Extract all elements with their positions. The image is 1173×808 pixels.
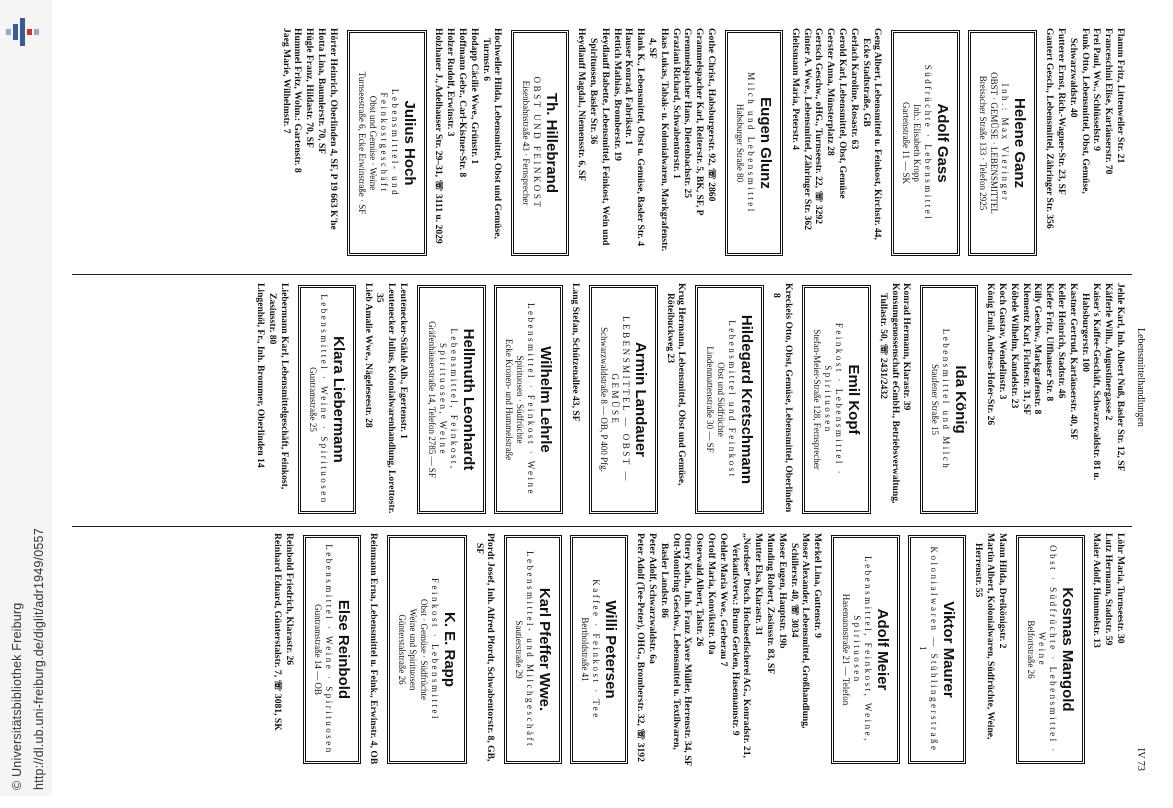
advertisement-line: LEBENSMITTEL — OBST — GEMÜSE xyxy=(609,316,631,483)
advertisement-line: Feinkost · Lebensmittel xyxy=(429,578,440,721)
directory-entry: Reinbold Friedrich, Klarastr. 26 xyxy=(284,533,296,666)
directory-entry: Hörter Heinrich, Oberlinden 4, SF, P 19 663 K'he xyxy=(327,28,339,230)
source-url[interactable]: http://dl.ub.uni-freiburg.de/diglit/adr1949/0557 xyxy=(32,528,46,790)
directory-entry: Ott-Montiring Geschw., Lebensmittel u. Textilwaren, Basler Landstr. 86 xyxy=(658,533,682,750)
directory-entry: Gothe Christ., Habsburgerstr. 92, ☏ 2860 xyxy=(706,28,718,202)
advertisement-box xyxy=(891,30,960,256)
column-rule xyxy=(72,274,1132,275)
advertisement-line: Ecke Kronen- und Hummelstraße xyxy=(504,338,515,461)
directory-entry: Franceschini Elise, Kartäuserstr. 70 xyxy=(1103,28,1115,175)
directory-entry: Keller Heinrich, Stadtstr. 46 xyxy=(1056,283,1068,399)
advertiser-name: Hildegard Kretschmann xyxy=(738,314,756,485)
directory-entry: Heydlauff Magdal., Niemensstr. 6, SF xyxy=(576,28,588,182)
advertisement-line: Obst · Gemüse · Südfrüchte xyxy=(418,599,429,700)
directory-entry: Graziani Richard, Schwabentorstr. 1 xyxy=(670,28,682,179)
advertiser-name: Adolf Gass xyxy=(934,103,952,183)
advertisement-box xyxy=(920,285,978,514)
directory-entry: Munding Robert, Zasiusstr. 83, SF xyxy=(765,533,777,675)
advertisement-line: Hasemannstraße 21 — Telefon xyxy=(841,593,852,706)
advertisement-line: Lebensmittel und Feinkost xyxy=(727,320,738,479)
advertisement-box xyxy=(589,285,658,514)
advertiser-name: Klara Liebermann xyxy=(329,336,347,463)
directory-entry: Peter Adolf, Schwarzwaldstr. 6a xyxy=(647,533,659,664)
advertisement-line: Bertholdstraße 41 xyxy=(580,617,591,682)
advertisement-box xyxy=(802,285,871,514)
directory-entry: Maier Adolf, Hummelstr. 13 xyxy=(1091,533,1103,648)
directory-entry: Hochweller Hilda, Lebensmittel, Obst und Gemüse, Turmstr. 6 xyxy=(480,28,504,239)
advertisement-box xyxy=(417,285,486,514)
advertisement-box xyxy=(347,30,427,256)
advertiser-name: Th. Hillebrand xyxy=(543,92,561,193)
directory-entry: Merkel Lina, Guttenstr. 9 xyxy=(812,533,824,638)
advertisement-box xyxy=(725,30,783,256)
advertiser-name: Viktor Maurer xyxy=(940,601,958,698)
directory-entry: Jaeg Marie, Wilhelmstr. 7 xyxy=(280,28,292,134)
advertiser-name: Else Reinbold xyxy=(335,599,353,700)
copyright-notice: © Universitätsbibliothek Freiburg xyxy=(10,602,24,790)
directory-entry: Gleitsmann Maria, Peterstr. 4 xyxy=(789,28,801,150)
directory-entry: Lang Stefan, Schützenallee 43, SF xyxy=(569,283,581,422)
column-2 xyxy=(254,283,1126,518)
directory-entry: Haas Lukas, Tabak- u. Kolonialwaren, Markgrafenstr. 4, SF xyxy=(647,28,670,252)
advertisement-line: Inh.: Elisabeth Kropp xyxy=(912,104,923,182)
directory-entry: Killy Geschw., Markgrafenstr. 8 xyxy=(1032,283,1044,415)
directory-entry: Flamm Fritz, Littenweiler Str. 21 xyxy=(1115,28,1126,164)
directory-entry: Hauser Konrad, Fabrikstr. 1 xyxy=(623,28,635,146)
directory-entry: Käfferle Wilh., Augustinergasse 2 xyxy=(1103,283,1115,421)
advertisement-line: Weine und Spirituosen xyxy=(407,608,418,691)
directory-entry: Peter Adolf (Tee-Peter), OHG., Bromberstr. 32, ☏ 3192 xyxy=(635,533,647,762)
advertisement-line: Lebensmittel und Milch xyxy=(941,328,952,471)
advertisement-line: Kolonialwaren — Stühlingerstraße 1 xyxy=(918,546,940,753)
advertisement-box xyxy=(570,535,628,764)
advertisement-line: Belfortstraße 26 xyxy=(1025,620,1036,679)
advertisement-line: Stefan-Meier-Straße 128, Fernsprecher xyxy=(812,329,823,470)
directory-entry: Hank K., Lebensmittel, Obst u. Gemüse, Basler Str. 4 xyxy=(635,28,647,247)
column-1 xyxy=(280,28,1126,260)
advertisement-box xyxy=(504,535,562,764)
directory-entry: Lutz Hermann, Stadtstr. 59 xyxy=(1103,533,1115,646)
section-title: Lebensmittelhandlungen xyxy=(1135,328,1146,427)
advertiser-name: Wilhelm Lehrle xyxy=(537,346,555,453)
advertisement-line: Breisacher Straße 133 · Telefon 2925 xyxy=(978,75,989,211)
advertisement-line: Eisenbahnstraße 43 · Fernsprecher xyxy=(521,80,532,206)
advertisement-box xyxy=(494,285,563,514)
directory-entry: König Emil, Andreas-Hofer-Str. 26 xyxy=(985,283,997,426)
directory-entry: Moser Eugen, Hauptstr. 19b xyxy=(776,533,788,649)
advertiser-name: Armin Landauer xyxy=(631,341,649,458)
advertisement-box xyxy=(695,285,764,514)
directory-entry: Kreckeis Otto, Obst, Gemüse, Lebensmittel, Oberlinden 8 xyxy=(771,283,795,513)
directory-entry: Hodapp Cäcilie Wwe., Grünstr. 1 xyxy=(468,28,480,165)
advertisement-line: Feinkost · Lebensmittel · Spirituosen xyxy=(823,322,845,477)
advertisement-line: Kaffee · Feinkost · Tee xyxy=(591,579,602,720)
advertisement-line: Lebensmittel · Feinkost · Weine xyxy=(526,302,537,497)
directory-entry: Leutenecker-Stähle Alb., Egertenstr. 1 xyxy=(398,283,410,439)
advertiser-name: K. E. Rapp xyxy=(440,611,458,687)
directory-entry: Krug Hermann, Lebensmittel, Obst und Gemüse, Röteibuckweg 23 xyxy=(664,283,688,486)
directory-entry: Hettich Mathias, Bromberstr. 19 xyxy=(611,28,623,161)
advertisement-line: Lebensmittel- und Milchgeschäft xyxy=(525,551,536,748)
advertisement-line: Milch und Lebensmittel xyxy=(746,72,757,214)
advertiser-name: Hellmuth Leonhardt xyxy=(460,328,478,471)
directory-entry: Jehle Karl, Inh. Albert Nuß, Basler Str. 12, SF xyxy=(1115,283,1126,472)
advertisement-line: Lebensmittel- und Feinkostgeschäft xyxy=(378,88,400,198)
directory-entry: Holzer Rudolf, Erwinstr. 3 xyxy=(445,28,457,137)
advertisement-line: Guntramstraße 14 — OB xyxy=(313,604,324,695)
directory-entry: Futterer Ernst, Rich.-Wagner-Str. 23, SF xyxy=(1056,28,1068,195)
advertiser-name: Willi Petersen xyxy=(602,600,620,699)
directory-entry: Reinmann Erna, Lebensmittel u. Feink., Erwinstr. 4, OB xyxy=(367,533,379,765)
directory-entry: Mann Hilda, Dreikönigstr. 2 xyxy=(996,533,1008,649)
library-logo-icon xyxy=(4,18,48,52)
directory-entry: Köbele Wilhelm, Kandelstr. 23 xyxy=(1008,283,1020,409)
directory-entry: Ortolf Maria, Konviktstr. 10a xyxy=(706,533,718,655)
advertiser-name: Ida König xyxy=(952,365,970,434)
advertiser-name: Emil Kopf xyxy=(845,364,863,435)
advertisement-box xyxy=(298,285,356,514)
advertisement-line: Obst und Gemüse · Weine xyxy=(367,95,378,191)
advertisement-box xyxy=(968,30,1037,256)
directory-entry: Löhr Maria, Turnseestr. 30 xyxy=(1115,533,1126,644)
directory-entry: Gerster Anna, Münsterplatz 28 xyxy=(825,28,837,156)
directory-entry: Klementz Karl, Fichtestr. 31, SF xyxy=(1020,283,1032,416)
advertisement-line: OBST · GEMÜSE · LEBENSMITTEL xyxy=(989,72,1000,214)
advertisement-line: Habsburger Straße 80 xyxy=(735,103,746,183)
directory-entry: Hügle Franz, Hildastr. 70, SF xyxy=(304,28,316,148)
column-rule xyxy=(72,526,1132,527)
directory-entry: Kiefer Fritz, Uffhauser Str. 8 xyxy=(1044,283,1056,402)
directory-entry: Kastner Gertrud, Kartäuserstr. 40, SF xyxy=(1067,283,1079,440)
advertisement-line: Staufener Straße 15 xyxy=(930,364,941,435)
advertisement-line: Lebensmittel · Weine · Spirituosen xyxy=(324,544,335,755)
advertisement-box xyxy=(511,30,569,256)
advertisement-line: Günterstalstraße 26 xyxy=(396,614,407,685)
directory-entry: Mutter Elsa, Klarastr. 31 xyxy=(753,533,765,636)
advertisement-line: Lebensmittel, Feinkost, Weine, Spirituosen xyxy=(852,556,874,743)
directory-entry: „Nordsee“ Dtsch. Hochseefischerei AG., Konradstr. 21, Verkaufsverw.: Bruno Gerken, Hasemannstr. 9 xyxy=(729,533,753,758)
directory-entry: Konsumgenossenschaft eGmbH., Betriebsverwaltung, Tullastr. 50, ☏ 2431/2432 xyxy=(877,283,901,504)
column-3 xyxy=(271,533,1126,768)
directory-entry: Gremmelspacher Hans, Dietenbachstr. 25 xyxy=(682,28,694,199)
directory-entry: Lingenhöl, Fr., Inh. Brommer, Oberlinden 14 xyxy=(255,283,267,468)
advertisement-box xyxy=(831,535,900,764)
advertisement-line: Schwarzwaldstraße 8 — OB, P 400 Pfg. xyxy=(598,327,609,472)
advertisement-line: Obst · Südfrüchte · Lebensmittel · Weine xyxy=(1036,545,1058,754)
advertiser-name: Eugen Glunz xyxy=(757,97,775,189)
directory-entry: Moser Alexander, Lebensmittel, Großhandlung, Schillerstr. 40, ☏ 3034 xyxy=(788,533,812,729)
directory-entry: Gertsch Geschw., oHG., Turnseestr. 22, ☏ 3292 xyxy=(813,28,825,225)
advertisement-box xyxy=(387,535,467,764)
page-number: IV 73 xyxy=(1135,748,1146,771)
directory-entry: Heydlauff Babette, Lebensmittel, Feinkost, Wein und Spirituosen, Basler Str. 36 xyxy=(588,28,611,246)
advertisement-box xyxy=(1016,535,1085,764)
directory-entry: Konrad Hermann, Klarastr. 39 xyxy=(901,283,913,411)
directory-entry: Kaiser's Kaffee-Geschäft, Schwarzwaldstr. 81 u. Habsburgerstr. 100 xyxy=(1079,283,1103,481)
advertiser-name: Kosmas Mangold xyxy=(1058,587,1076,712)
advertisement-line: Gartenstraße 11 — SK xyxy=(901,102,912,184)
advertisement-line: Turnseestraße 6, Ecke Erwinstraße · SF xyxy=(356,71,367,215)
advertisement-line: Lebensmittel · Weine · Spirituosen xyxy=(318,294,329,505)
directory-entry: Martin Albert, Kolonialwaren, Südfrüchte, Weine, Herrenstr. 55 xyxy=(973,533,996,740)
directory-entry: Koch Gustav, Wendelinstr. 3 xyxy=(997,283,1009,400)
advertisement-line: Guntramstraße 25 xyxy=(307,367,318,432)
advertisement-line: Lebensmittel, Feinkost, Spirituosen, Weine xyxy=(438,328,460,471)
directory-entry: Frei Paul, Ww., Schlüsselstr. 9 xyxy=(1091,28,1103,151)
directory-entry: Holzhauer J., Adelhauser Str. 29–31, ☏ 3111 u. 2029 xyxy=(433,28,445,244)
directory-entry: Grammelspacher Karl, Reiterstr. 5, BK, SF, P xyxy=(694,28,706,216)
directory-entry: Reinhard Eduard, Günterstalstr. 7, ☏ 3081, SK xyxy=(272,533,284,731)
directory-entry: Osterwald Albert, Talstr. 26 xyxy=(694,533,706,647)
advertisement-line: Südfrüchte · Lebensmittel xyxy=(923,64,934,222)
advertisement-line: Inh.: Max Vieringer xyxy=(1000,83,1011,203)
advertisement-line: Obst und Südfrüchte xyxy=(716,362,727,437)
directory-entry: Hotta Lina, Baumlerstr. 70, SF xyxy=(315,28,327,155)
directory-entry: Pfordt Josef, Inh. Alfred Pfordt, Schwabentorstr. 8, GB, SF xyxy=(473,533,497,762)
directory-entry: Geng Albert, Lebensmittel u. Feinkost, Kirchstr. 44, Ecke Stadtstraße, GB xyxy=(860,28,884,240)
advertisement-line: Lindenmattenstraße 30 — SF xyxy=(705,346,716,453)
directory-entry: Leutenecker Julius, Kolonialwarenhandlung, Lorettostr. 35 xyxy=(374,283,398,514)
directory-entry: Liebermann Karl, Lebensmittelgeschäft, Feinkost, Zasiusstr. 80 xyxy=(267,283,290,490)
directory-entry: Hummel Fritz, Wohn.: Gartenstr. 8 xyxy=(292,28,304,173)
directory-page xyxy=(67,28,1152,778)
directory-entry: Gerold Karl, Lebensmittel, Obst, Gemüse xyxy=(837,28,849,199)
advertisement-box xyxy=(303,535,361,764)
advertisement-line: Gräfenhäuserstraße 14, Telefon 2785 — SF xyxy=(427,321,438,478)
directory-entry: Funk Otto, Lebensmittel, Obst, Gemüse, Schwarzwaldstr. 40 xyxy=(1067,28,1091,194)
advertisement-box xyxy=(908,535,966,764)
advertiser-name: Julius Hoch xyxy=(400,100,418,186)
advertisement-line: Sautierstraße 29 xyxy=(514,620,525,679)
advertisement-line: OBST UND FEINKOST xyxy=(532,76,543,210)
directory-entry: Gantert Gesch., Lebensmittel, Zähringer Str. 356 xyxy=(1044,28,1056,229)
directory-entry: Ottery Kath., Inh. Franz Xaver Müller, Herrenstr. 34, SF xyxy=(682,533,694,767)
advertisement-line: Spirituosen · Südfrüchte xyxy=(515,355,526,444)
advertiser-name: Adolf Meier xyxy=(874,608,892,691)
directory-entry: Ginter A. Wwe., Lebensmittel, Zähringer Str. 362 xyxy=(801,28,813,230)
advertiser-name: Karl Pfeffer Wwe. xyxy=(536,587,554,712)
directory-entry: Gerlach Karoline, Rosastr. 63 xyxy=(848,28,860,150)
directory-entry: Hoffmann Gebr., Carl-Kistner-Str. 8 xyxy=(457,28,469,178)
advertiser-name: Helene Ganz xyxy=(1011,97,1029,189)
directory-entry: Lieb Amalie Wwe., Nägeleseestr. 28 xyxy=(362,283,374,428)
directory-entry: Oehler Maria Wwe., Gerberau 7 xyxy=(717,533,729,667)
